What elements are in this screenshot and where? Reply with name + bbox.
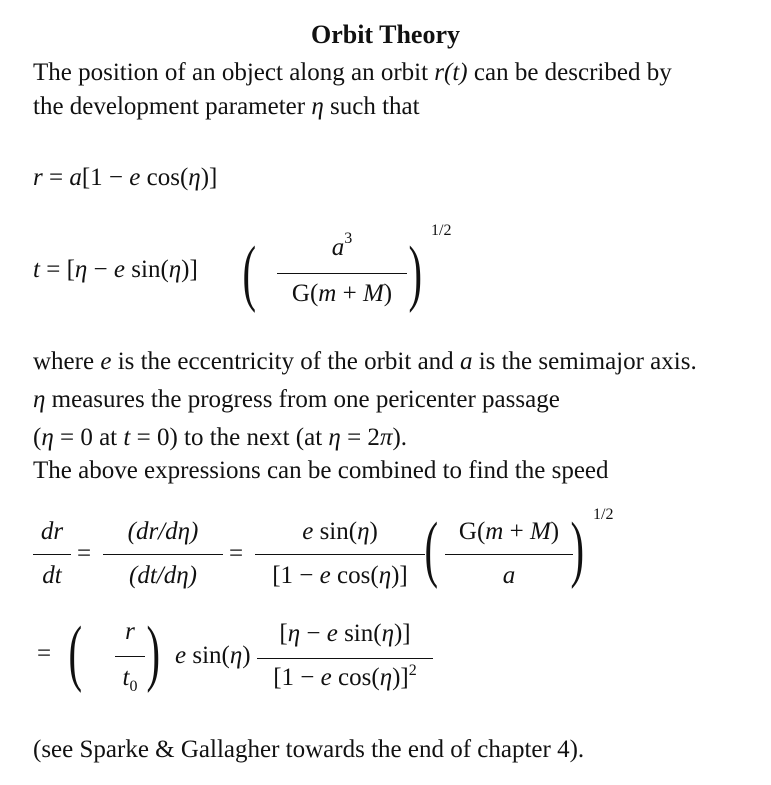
math-text: )]: [392, 664, 409, 691]
math-text: η: [41, 424, 54, 451]
math-text: M: [529, 518, 551, 545]
math-text: ): [369, 518, 378, 545]
math-text: e: [175, 642, 187, 669]
math-text: η: [379, 664, 393, 691]
math-text: t: [123, 424, 131, 451]
math-text: )]: [181, 256, 198, 283]
equation-speed: dr dt = (dr/dη) (dt/dη) = e sin(η) [1 − e cos(η)] ( G(m + M) a ) 1/2: [33, 510, 653, 600]
t-fraction-numerator: [281, 230, 403, 262]
math-text: such that: [323, 93, 420, 120]
math-text: )]: [393, 620, 411, 647]
math-text: = 0 at: [53, 424, 124, 451]
desc-line-4: The above expressions can be combined to find the speed: [33, 457, 609, 484]
math-text: 2: [408, 662, 417, 679]
math-text: e: [326, 620, 338, 647]
math-text: where: [33, 348, 101, 375]
math-text: a: [502, 562, 516, 589]
desc-line-2: [33, 383, 560, 417]
math-text: π: [379, 424, 393, 451]
math-text: measures the progress from one pericenter passage: [45, 386, 560, 413]
math-text: cos(: [331, 664, 380, 691]
t-fraction-bar: [277, 273, 407, 274]
math-text: is the semimajor axis.: [472, 348, 697, 375]
math-text: sin(: [186, 642, 230, 669]
math-text: −: [87, 256, 114, 283]
desc-line-1: [33, 345, 697, 379]
math-text: dt: [42, 562, 62, 589]
desc-line-3: [33, 421, 407, 455]
math-text: =: [77, 540, 92, 567]
intro-line-2: [33, 90, 420, 124]
equation-r: [33, 164, 217, 192]
math-text: η: [188, 164, 201, 191]
math-text: 1/2: [593, 506, 614, 523]
math-text: η: [357, 518, 370, 545]
math-text: e: [129, 164, 141, 191]
math-text: M: [362, 280, 384, 307]
footer-note: (see Sparke & Gallagher towards the end of chapter 4).: [33, 736, 585, 763]
math-text: t: [122, 664, 130, 691]
math-text: sin(: [125, 256, 169, 283]
math-text: a: [69, 164, 82, 191]
math-text: a: [331, 234, 345, 261]
math-text: dr: [40, 518, 64, 545]
math-text: η: [311, 93, 324, 120]
math-text: cos(: [330, 562, 379, 589]
t-power: 1/2: [431, 222, 452, 239]
math-text: t: [33, 256, 40, 283]
math-text: a: [459, 348, 473, 375]
math-text: η: [33, 386, 46, 413]
math-text: η: [74, 256, 88, 283]
math-text: e: [302, 518, 314, 545]
math-text: m: [485, 518, 504, 545]
math-text: e: [319, 562, 331, 589]
math-text: ): [383, 280, 393, 307]
math-text: +: [336, 280, 363, 307]
math-text: =: [37, 640, 52, 667]
math-text: =: [229, 540, 244, 567]
math-text: is the eccentricity of the orbit and: [111, 348, 460, 375]
math-text: 3: [344, 230, 353, 247]
math-text: e: [113, 256, 126, 283]
math-text: )]: [391, 562, 408, 589]
page-title: Orbit Theory: [310, 20, 461, 49]
math-text: [1 −: [81, 164, 130, 191]
math-text: (dt/dη): [129, 562, 197, 589]
math-text: )]: [200, 164, 218, 191]
math-text: sin(: [337, 620, 382, 647]
math-text: η: [229, 642, 243, 669]
left-paren: (: [242, 232, 257, 314]
math-text: η: [328, 424, 341, 451]
math-text: m: [318, 280, 337, 307]
math-text: sin(: [313, 518, 358, 545]
math-text: +: [503, 518, 530, 545]
math-text: −: [300, 620, 327, 647]
math-text: G(: [458, 518, 486, 545]
math-text: η: [168, 256, 182, 283]
equation-speed-2: = ( r $t_0$ ) e sin(η) [η − e sin(η)] [1 − e cos(η)]$^2$: [33, 610, 453, 710]
math-text: e: [320, 664, 332, 691]
math-text: e: [100, 348, 112, 375]
math-text: =: [42, 164, 70, 191]
math-text: the development parameter: [33, 93, 312, 120]
intro-line-1: [33, 56, 672, 90]
math-text: = 2: [340, 424, 380, 451]
math-text: [1 −: [273, 664, 321, 691]
right-paren: ): [408, 232, 423, 314]
math-text: ).: [392, 424, 408, 451]
t-fraction-denominator: [281, 280, 403, 308]
math-text: ): [550, 518, 560, 545]
math-text: r: [125, 618, 135, 645]
math-text: can be described by: [467, 59, 672, 86]
math-text: cos(: [140, 164, 189, 191]
math-text: [: [66, 256, 75, 283]
math-text: ): [242, 642, 251, 669]
math-text: η: [287, 620, 301, 647]
math-text: η: [381, 620, 394, 647]
math-text: 0: [129, 678, 138, 695]
math-text: r: [33, 164, 43, 191]
math-text: The position of an object along an orbit: [33, 59, 435, 86]
math-text: (: [33, 424, 42, 451]
math-text: =: [39, 256, 67, 283]
math-text: r(t): [434, 59, 468, 86]
math-text: [1 −: [272, 562, 320, 589]
math-text: G(: [291, 280, 319, 307]
math-text: = 0) to the next (at: [130, 424, 329, 451]
math-text: [: [279, 620, 288, 647]
math-text: η: [378, 562, 392, 589]
math-text: (dr/dη): [127, 518, 199, 545]
